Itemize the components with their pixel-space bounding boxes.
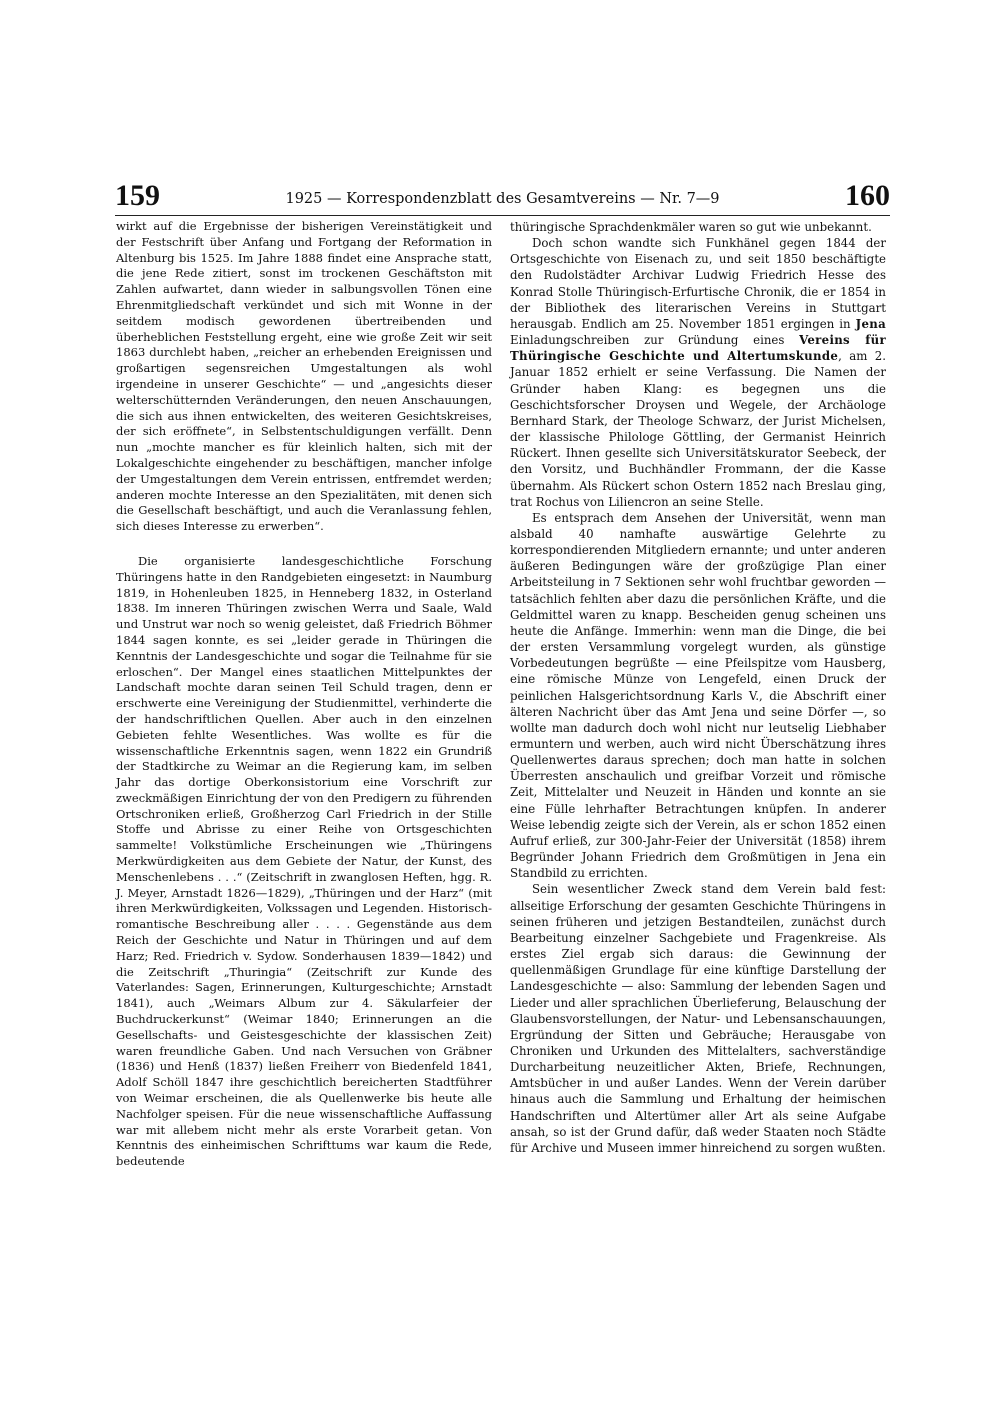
paragraph: thüringische Sprachdenkmäler waren so gut wie unbekannt.: [510, 220, 872, 234]
paragraph: Die organisierte landesgeschichtliche Forschung Thüringens hatte in den Randgebieten eingesetzt: in Naumburg 1819, in Hohenleuben 1825, in Henneberg 1832, in Osterland 1838. Im inneren Thüringen zwischen Werra und Saale, Wald und Unstrut war noch so wenig geleistet, daß Friedrich Böhmer 1844 sagen konnte, es sei „leider gerade in Thüringen die Kenntnis der Landesgeschichte und sogar die Teilnahme für sie erloschen“. Der Mangel eines staatlichen Mittelpunktes der Landschaft mochte daran seinen Teil Schuld tragen, denn er erschwerte eine Vereinigung der Studienmittel, verhinderte die der handschriftlichen Quellen. Aber auch in den einzelnen Gebieten fehlte Wesentliches. Was wollte es für die wissenschaftliche Erkenntnis sagen, wenn 1822 ein Grundriß der Stadtkirche zu Weimar an die Regierung kam, im selben Jahr das dortige Oberkonsistorium eine Vorschrift zur zweckmäßigen Einrichtung der von den Predigern zu führenden Ortschroniken erließ, Großherzog Carl Friedrich in der Stille Stoffe und Abrisse zu einer Reihe von Ortsgeschichten sammelte! Volkstümliche Erscheinungen wie „Thüringens Merkwürdigkeiten aus dem Gebiete der Natur, der Kunst, des Menschenlebens . . .“ (Zeitschrift in zwanglosen Heften, hgg. R. J. Meyer, Arnstadt 1826—1829), „Thüringen und der Harz“ (mit ihren Merkwürdigkeiten, Volkssagen und Legenden. Historisch-romantische Beschreibung aller . . . . Gegenstände aus dem Reich der Geschichte und Natur in Thüringen und auf dem Harz; Red. Friedrich v. Sydow. Sonderhausen 1839—1842) und die Zeitschrift „Thuringia“ (Zeitschrift zur Kunde des Vaterlandes: Sagen, Erinnerungen, Kulturgeschichte; Arnstadt 1841), auch „Weimars Album zur 4. Säkularfeier der Buchdruckerkunst“ (Weimar 1840; Erinnerungen an die Gesellschafts- und Geistesgeschichte der klassischen Zeit) waren freundliche Gaben. Und nach Versuchen von Gräbner (1836) und Henß (1837) ließen Freiherr von Biedenfeld 1841, Adolf Schöll 1847 ihre geschichtlich bereicherten Stadtführer von Weimar erscheinen, die als Quellenwerke bis heute alle Nachfolger speisen. Für die neue wissenschaftliche Auffassung war mit allebem nicht mehr als erste Vorarbeit getan. Von Kenntnis des einheimischen Schrifttums war kaum die Rede, bedeutende: [116, 553, 492, 1169]
paragraph: Sein wesentlicher Zweck stand dem Verein bald fest: allseitige Erforschung der gesamten Geschichte Thüringens in seinen früheren und jetzigen Bestandteilen, zunächst durch Bearbeitung einzelner Sachgebiete und Fragenkreise. Als erstes Ziel ergab sich daraus: die Gewinnung der quellenmäßigen Grundlage für eine künftige Darstellung der Landesgeschichte — also: Sammlung der lebenden Sagen und Lieder und aller sprachlichen Überlieferung, Belauschung der Glaubensvorstellungen, der Natur- und Lebensanschauungen, Ergründung der Sitten und Gebräuche; Herausgabe von Chroniken und Urkunden des Mittelalters, sachverständige Durcharbeitung neuzeitlicher Akten, Briefe, Rechnungen, Amtsbücher in und außer Landes. Wenn der Verein darüber hinaus auch die Sammlung und Erhaltung der heimischen Handschriften und Altertümer aller Art als seine Aufgabe ansah, so ist der Grund dafür, daß weder Staaten noch Städte für Archive und Museen immer hinreichend zu sorgen wußten.: [510, 882, 886, 1155]
paragraph: wirkt auf die Ergebnisse der bisherigen Vereinstätigkeit und der Festschrift über Anfang und Fortgang der Reformation in Altenburg bis 1525. Im Jahre 1888 findet eine Ansprache statt, die jene Rede zitiert, sonst im trockenen Geschäftston mit Zahlen aufwartet, dann wieder in salbungsvollen Tönen eine Ehrenmitgliedschaft verkündet und sich mit Wonne in der seitdem modisch gewordenen übertreibenden und überheblichen Feststellung ergeht, eine wie große Zeit wir seit 1863 durchlebt haben, „reicher an erhebenden Ereignissen und großartigen segensreichen Umgestaltungen als wohl irgendeine in unserer Geschichte“ — und „angesichts dieser welterschütternden Veränderungen, den neuen Anschauungen, die sich aus ihnen entwickelten, des weiteren Gesichtskreises, der sich eröffnete“, in Selbstentschuldigungen verfällt. Denn nun „mochte mancher es für kleinlich halten, sich mit der Lokalgeschichte eingehender zu beschäftigen, mancher infolge der Umgestaltungen dem Verein entrissen, entfremdet werden; anderen mochte Interesse an den Spezialitäten, mit denen sich die Gesellschaft beschäftigt, und auch die Veranlassung fehlen, sich dieses Interesse zu erwerben“.: [116, 219, 492, 534]
text-run: Doch schon wandte sich Funkhänel gegen 1844 der Ortsgeschichte von Eisenach zu, und seit 1850 beschäftigte den Rudolstädter Archivar Ludwig Friedrich Hesse des Konrad Stolle Thüringisch-Erfurtische Chronik, die er 1854 in der Bibliothek des literarischen Vereins in Stuttgart herausgab. Endlich am 25. November 1851 ergingen in: [510, 236, 886, 331]
page-number-right: 160: [845, 179, 890, 212]
right-column: [510, 219, 886, 1156]
page-number-left: 159: [115, 179, 160, 212]
page-header: [115, 177, 890, 216]
running-title: 1925 — Korrespondenzblatt des Gesamtvereins — Nr. 7—9: [285, 191, 720, 207]
text-run: , am 2. Januar 1852 erhielt er seine Verfassung. Die Namen der Gründer haben Klang: es begegnen uns die Geschichtsforscher Droysen und Wegele, der Archäologe Bernhard Stark, der Theologe Schwarz, der Jurist Michelsen, der klassische Philologe Göttling, der Germanist Heinrich Rückert. Ihnen gesellte sich Universitätskurator Seebeck, der den Vorsitz, und Buchhändler Frommann, der die Kasse übernahm. Als Rückert schon Ostern 1852 nach Breslau ging, trat Rochus von Liliencron an seine Stelle.: [510, 349, 886, 509]
text-run: Einladungschreiben zur Gründung eines: [510, 333, 800, 348]
paragraph: [510, 235, 886, 510]
paragraph: Es entsprach dem Ansehen der Universität, wenn man alsbald 40 namhafte auswärtige Gelehrte zu korrespondierenden Mitgliedern ernannte; und unter anderen äußeren Bedingungen wäre der großzügige Plan einer Arbeitsteilung in 7 Sektionen sehr wohl fruchtbar geworden — tatsächlich fehlten aber dazu die persönlichen Kräfte, und die Geldmittel waren zu knapp. Bescheiden genug scheinen uns heute die Anfänge. Immerhin: wenn man die Dinge, die bei der ersten Versammlung vorgelegt wurden, als günstige Vorbedeutungen begrüßte — eine Pfeilspitze vom Hausberg, eine römische Münze von Lengefeld, einen Druck der peinlichen Halsgerichtsordnung Karls V., die Abschrift einer älteren Nachricht über das Amt Jena und seine Dörfer —, so wollte man dadurch doch wohl nicht nur leutselig Liebhaber ermuntern und werben, auch wird nicht Überschätzung ihres Quellenwertes daraus sprechen; doch man hatte in solchen Überresten anschaulich und greifbar Vorzeit und römische Zeit, Mittelalter und Neuzeit in Händen und konnte an sie eine Fülle lehrhafter Betrachtungen knüpfen. In anderer Weise lebendig zeigte sich der Verein, als er schon 1852 einen Aufruf erließ, zur 300-Jahr-Feier der Universität (1858) ihrem Begründer Johann Friedrich dem Großmütigen in Jena ein Standbild zu errichten.: [510, 510, 886, 881]
left-column: [116, 219, 492, 1170]
place-name-bold: Jena: [855, 316, 886, 331]
society-name-bold: Vereins für Thüringische Geschichte und Altertumskunde: [510, 333, 886, 364]
